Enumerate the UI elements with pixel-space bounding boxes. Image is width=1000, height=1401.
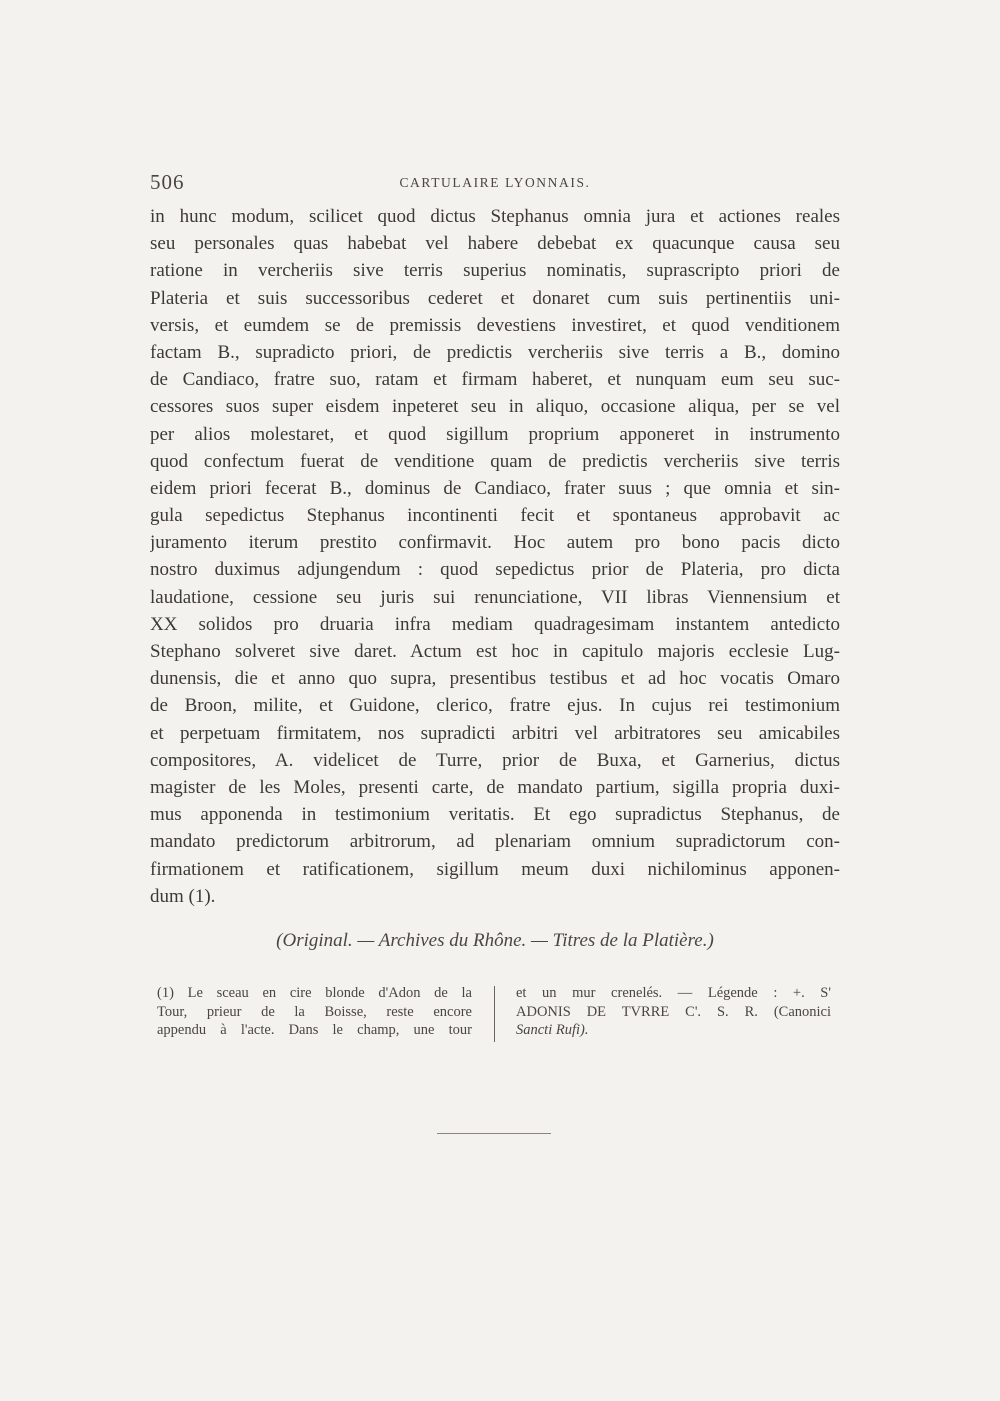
body-line: ratione in vercheriis sive terris superius nominatis, suprascripto priori de: [150, 260, 840, 282]
body-line: dum (1).: [150, 885, 216, 907]
footnote-line: Tour, prieur de la Boisse, reste encore: [157, 1003, 472, 1020]
page-header: [150, 170, 840, 200]
body-line: Stephano solveret sive daret. Actum est hoc in capitulo majoris ecclesie Lug-: [150, 641, 840, 662]
footnote-left-column: [157, 984, 472, 1040]
footnote-column-divider: [494, 986, 495, 1042]
body-line: compositores, A. videlicet de Turre, prior de Buxa, et Garnerius, dictus: [150, 749, 840, 771]
footnote-line: Sancti Rufi).: [516, 1022, 589, 1038]
body-line: XX solidos pro druaria infra mediam quadragesimam instantem antedicto: [150, 613, 840, 635]
body-line: per alios molestaret, et quod sigillum proprium apponeret in instrumento: [150, 423, 840, 445]
page-number: 506: [150, 170, 185, 194]
footnote-line: ADONIS DE TVRRE C'. S. R. (Canonici: [516, 1003, 831, 1020]
body-line: cessores suos super eisdem inpeteret seu in aliquo, occasione aliqua, per se vel: [150, 396, 840, 418]
body-line: laudatione, cessione seu juris sui renunciatione, VII libras Viennensium et: [150, 586, 840, 608]
body-line: dunensis, die et anno quo supra, presentibus testibus et ad hoc vocatis Omaro: [150, 668, 840, 690]
footnote-line: appendu à l'acte. Dans le champ, une tour: [157, 1022, 472, 1038]
footnote-line: et un mur crenelés. — Légende : +. S': [516, 985, 831, 1001]
body-line: de Candiaco, fratre suo, ratam et firmam haberet, et nunquam eum seu suc-: [150, 369, 840, 391]
body-line: mandato predictorum arbitrorum, ad plenariam omnium supradictorum con-: [150, 831, 840, 853]
running-title: CARTULAIRE LYONNAIS.: [399, 175, 591, 190]
body-line: magister de les Moles, presenti carte, de mandato partium, sigilla propria duxi-: [150, 776, 840, 798]
body-line: factam B., supradicto priori, de predictis vercheriis sive terris a B., domino: [150, 341, 840, 363]
body-line: juramento iterum prestito confirmavit. Hoc autem pro bono pacis dicto: [150, 532, 840, 554]
body-line: in hunc modum, scilicet quod dictus Stephanus omnia jura et actiones reales: [150, 206, 840, 227]
body-line: mus apponenda in testimonium veritatis. Et ego supradictus Stephanus, de: [150, 804, 840, 826]
body-line: de Broon, milite, et Guidone, clerico, fratre ejus. In cujus rei testimonium: [150, 695, 840, 717]
body-line: seu personales quas habebat vel habere debebat ex quacunque causa seu: [150, 233, 840, 255]
body-line: nostro duximus adjungendum : quod sepedictus prior de Plateria, pro dicta: [150, 559, 840, 581]
body-line: eidem priori fecerat B., dominus de Candiaco, frater suus ; que omnia et sin-: [150, 477, 840, 499]
body-line: Plateria et suis successoribus cederet et donaret cum suis pertinentiis uni-: [150, 287, 840, 309]
body-line: firmationem et ratificationem, sigillum meum duxi nichilominus apponen-: [150, 858, 840, 880]
bottom-rule: [437, 1133, 551, 1134]
body-line: et perpetuam firmitatem, nos supradicti arbitri vel arbitratores seu amicabiles: [150, 722, 840, 744]
body-line: quod confectum fuerat de venditione quam de predictis vercheriis sive terris: [150, 450, 840, 472]
body-line: gula sepedictus Stephanus incontinenti fecit et spontaneus approbavit ac: [150, 505, 840, 527]
body-text: [150, 203, 840, 910]
footnote-right-column: [516, 984, 831, 1040]
footnote-line: (1) Le sceau en cire blonde d'Adon de la: [157, 985, 472, 1001]
body-line: versis, et eumdem se de premissis devestiens investiret, et quod venditionem: [150, 314, 840, 336]
source-citation: (Original. — Archives du Rhône. — Titres de la Platière.): [276, 930, 714, 951]
